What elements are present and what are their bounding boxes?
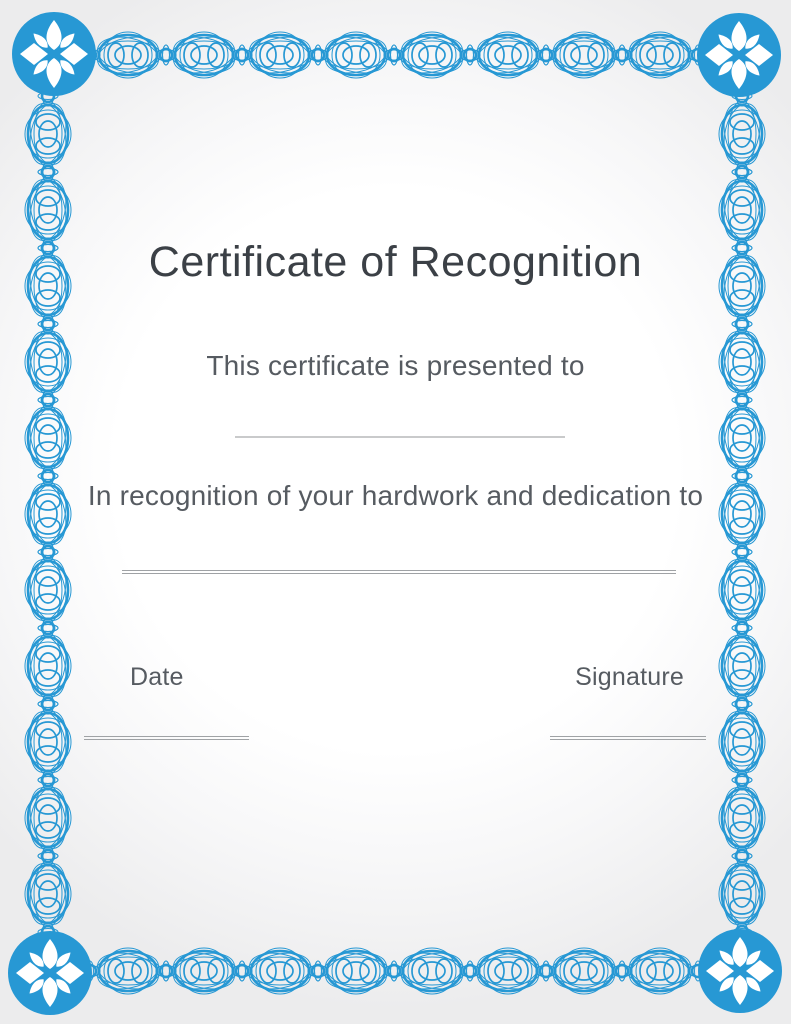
date-fill-line <box>84 736 249 740</box>
presented-to-text: This certificate is presented to <box>206 350 585 381</box>
recognition-text: In recognition of your hardwork and dedication to <box>87 480 704 511</box>
certificate-title: Certificate of Recognition <box>148 238 643 286</box>
signature-fill-line <box>550 736 706 740</box>
date-label: Date <box>130 663 184 691</box>
recipient-name-line <box>235 436 565 438</box>
dedication-line <box>122 570 676 574</box>
signature-label: Signature <box>575 663 684 691</box>
